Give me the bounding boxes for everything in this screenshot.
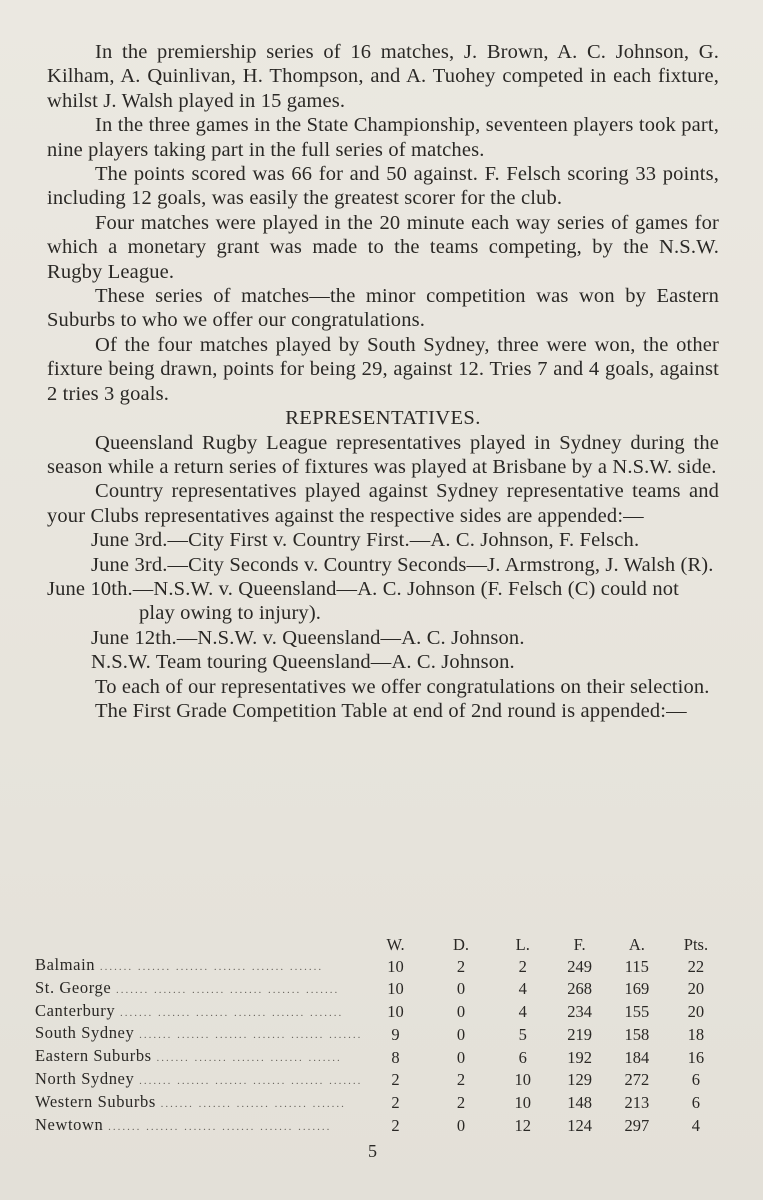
cell-lost: 12 bbox=[514, 1116, 532, 1136]
header-won: W. bbox=[386, 935, 405, 955]
leader-dots: ....... ....... ....... ....... ....... ....... bbox=[116, 983, 340, 996]
cell-against: 213 bbox=[624, 1093, 650, 1113]
table-row bbox=[35, 1046, 725, 1069]
table-row bbox=[35, 978, 725, 1001]
paragraph-south-sydney-results: Of the four matches played by South Sydney, three were won, the other fixture being drawn, points for being 29, against 12. Tries 7 and 4 goals, against 2 tries 3 goals. bbox=[47, 333, 719, 405]
cell-lost: 10 bbox=[514, 1070, 532, 1090]
header-against: A. bbox=[628, 935, 645, 955]
cell-won: 9 bbox=[391, 1024, 400, 1044]
cell-for: 268 bbox=[567, 979, 592, 999]
cell-won: 2 bbox=[391, 1116, 400, 1136]
table-row bbox=[35, 1115, 725, 1138]
paragraph-country-representatives: Country representatives played against Sydney representative teams and your Clubs representatives against the respective sides are appended:— bbox=[47, 480, 719, 527]
paragraph-minor-competition: These series of matches—the minor competition was won by Eastern Suburbs to who we offer our congratulations. bbox=[47, 285, 719, 332]
leader-dots: ....... ....... ....... ....... ....... ....... bbox=[139, 1074, 363, 1087]
team-name: South Sydney bbox=[35, 1023, 135, 1043]
cell-for: 124 bbox=[567, 1116, 592, 1136]
cell-for: 192 bbox=[567, 1047, 592, 1067]
cell-for: 129 bbox=[567, 1070, 592, 1090]
team-name: Western Suburbs bbox=[35, 1091, 156, 1111]
team-name: St. George bbox=[35, 977, 112, 997]
representative-entry: N.S.W. Team touring Queensland—A. C. Johnson. bbox=[91, 651, 515, 674]
cell-points: 16 bbox=[687, 1047, 705, 1067]
cell-won: 10 bbox=[387, 979, 404, 999]
cell-points: 22 bbox=[687, 956, 705, 976]
cell-won: 10 bbox=[387, 956, 404, 976]
paragraph-congratulations: To each of our representatives we offer congratulations on their selection. bbox=[95, 675, 710, 698]
cell-for: 219 bbox=[567, 1024, 592, 1044]
cell-points: 20 bbox=[687, 979, 705, 999]
paragraph-twenty-minute-series: Four matches were played in the 20 minute each way series of games for which a monetary grant was made to the teams competing, by the N.S.W. Rugby League. bbox=[47, 211, 719, 283]
representative-entry: June 3rd.—City First v. Country First.—A. C. Johnson, F. Felsch. bbox=[91, 529, 640, 552]
cell-against: 297 bbox=[624, 1116, 650, 1136]
cell-against: 158 bbox=[624, 1024, 650, 1044]
cell-points: 6 bbox=[691, 1070, 701, 1090]
leader-dots: ....... ....... ....... ....... ....... bbox=[156, 1052, 342, 1065]
leader-dots: ....... ....... ....... ....... ....... ....... bbox=[99, 961, 324, 973]
cell-drawn: 0 bbox=[456, 1002, 466, 1022]
cell-lost: 4 bbox=[518, 979, 527, 999]
header-for: F. bbox=[573, 935, 586, 955]
cell-against: 115 bbox=[624, 956, 649, 976]
table-row bbox=[35, 1001, 725, 1024]
cell-against: 169 bbox=[624, 979, 650, 999]
first-grade-table bbox=[35, 935, 725, 1137]
leader-dots: ....... ....... ....... ....... ....... ....... bbox=[108, 1120, 332, 1133]
cell-lost: 10 bbox=[514, 1093, 532, 1113]
header-drawn: D. bbox=[452, 935, 470, 955]
cell-drawn: 2 bbox=[456, 1070, 466, 1090]
team-name: Balmain bbox=[35, 955, 96, 974]
cell-lost: 5 bbox=[518, 1024, 527, 1044]
team-name: Eastern Suburbs bbox=[35, 1046, 152, 1066]
competition-table bbox=[35, 935, 725, 1137]
cell-against: 155 bbox=[624, 1002, 650, 1022]
table-row bbox=[35, 1023, 725, 1046]
header-lost: L. bbox=[515, 935, 530, 955]
representative-entry: June 3rd.—City Seconds v. Country Seconds—J. Armstrong, J. Walsh (R). bbox=[91, 553, 714, 576]
cell-points: 20 bbox=[687, 1002, 705, 1022]
representative-entry: June 10th.—N.S.W. v. Queensland—A. C. Johnson (F. Felsch (C) could not play owing to injury). bbox=[47, 577, 679, 625]
cell-lost: 6 bbox=[518, 1047, 527, 1067]
team-name: North Sydney bbox=[35, 1068, 135, 1088]
leader-dots: ....... ....... ....... ....... ....... ....... bbox=[139, 1029, 363, 1042]
cell-drawn: 0 bbox=[456, 1047, 466, 1067]
cell-drawn: 0 bbox=[456, 1024, 466, 1044]
cell-points: 18 bbox=[687, 1024, 705, 1044]
page-number: 5 bbox=[368, 1141, 377, 1161]
team-name: Newtown bbox=[35, 1114, 104, 1134]
cell-won: 8 bbox=[391, 1047, 400, 1067]
cell-drawn: 2 bbox=[456, 1093, 466, 1113]
team-name: Canterbury bbox=[35, 1000, 116, 1020]
cell-won: 10 bbox=[387, 1002, 404, 1022]
cell-won: 2 bbox=[391, 1070, 400, 1090]
table-row bbox=[35, 1069, 725, 1092]
cell-drawn: 2 bbox=[456, 956, 466, 976]
cell-won: 2 bbox=[391, 1093, 400, 1113]
header-team bbox=[35, 935, 362, 955]
cell-points: 4 bbox=[691, 1116, 701, 1136]
cell-lost: 4 bbox=[518, 1002, 527, 1022]
cell-for: 249 bbox=[567, 956, 592, 976]
cell-against: 272 bbox=[624, 1070, 650, 1090]
leader-dots: ....... ....... ....... ....... ....... ....... bbox=[119, 1006, 344, 1019]
table-row bbox=[35, 1092, 725, 1115]
header-points: Pts. bbox=[683, 935, 709, 955]
cell-against: 184 bbox=[624, 1047, 650, 1067]
paragraph-points-scored: The points scored was 66 for and 50 against. F. Felsch scoring 33 points, including 12 goals, was easily the greatest scorer for the club. bbox=[47, 163, 719, 210]
representative-entry: June 12th.—N.S.W. v. Queensland—A. C. Johnson. bbox=[91, 626, 525, 649]
annual-report-text bbox=[47, 40, 719, 723]
paragraph-premiership-series: In the premiership series of 16 matches, J. Brown, A. C. Johnson, G. Kilham, A. Quinlivan, H. Thompson, and A. Tuohey competed in each fixture, whilst J. Walsh played in 15 games. bbox=[47, 41, 719, 112]
paragraph-state-championship: In the three games in the State Championship, seventeen players took part, nine players taking part in the full series of matches. bbox=[47, 114, 719, 161]
cell-points: 6 bbox=[691, 1093, 701, 1113]
paragraph-queensland-representatives: Queensland Rugby League representatives played in Sydney during the season while a return series of fixtures was played at Brisbane by a N.S.W. side. bbox=[47, 431, 719, 478]
cell-drawn: 0 bbox=[456, 979, 466, 999]
cell-drawn: 0 bbox=[456, 1116, 466, 1136]
section-heading-representatives: REPRESENTATIVES. bbox=[285, 407, 481, 430]
leader-dots: ....... ....... ....... ....... ....... bbox=[160, 1097, 346, 1110]
paragraph-table-intro: The First Grade Competition Table at end of 2nd round is appended:— bbox=[95, 699, 687, 722]
table-header-row bbox=[35, 935, 725, 955]
cell-for: 148 bbox=[567, 1093, 592, 1113]
cell-lost: 2 bbox=[518, 956, 527, 976]
cell-for: 234 bbox=[567, 1002, 592, 1022]
table-row bbox=[35, 955, 725, 978]
